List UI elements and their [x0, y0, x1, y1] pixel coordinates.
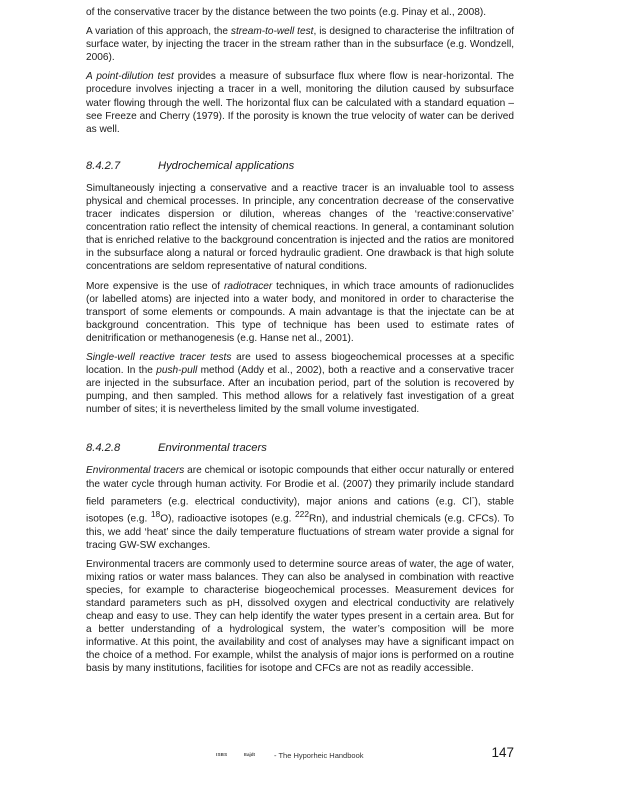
- section-title: Environmental tracers: [158, 442, 267, 455]
- paragraph-single-well: Single-well reactive tracer tests are used to assess biogeochemical processes at a specific location. In the push-pull method (Addy et al., 2002), both a reactive and a conservative tracer are injected in the subsurface. After an incubation period, part of the solution is recovered by pumping, and then sampled. This method allows for a relatively fast investigation of a great number of sites; it is nevertheless limited by the small volume investigated.: [86, 351, 514, 416]
- paragraph-continued: of the conservative tracer by the distance between the two points (e.g. Pinay et al., 2008).: [86, 7, 487, 18]
- section-heading-hydrochemical: [86, 160, 514, 172]
- paragraph-stream-to-well: A variation of this approach, the stream-to-well test, is designed to characterise the infiltration of surface water, by injecting the tracer in the stream rather than in the subsurface (e.g. Wondzell, 2006).: [86, 26, 514, 64]
- section-number: 8.4.2.7: [86, 159, 121, 172]
- section-heading-environmental: [86, 442, 514, 454]
- paragraph-point-dilution: A point-dilution test provides a measure of subsurface flux where flow is near-horizontal. The procedure involves injecting a tracer in a well, monitoring the dilution caused by subsurface water flowing through the well. The horizontal flux can be calculated with a standard equation – see Freeze and Cherry (1979). If the porosity is known the true velocity of water can be derived as well.: [86, 71, 514, 135]
- partner-logo: Eajdt: [244, 752, 256, 757]
- publisher-logo: ISBS: [216, 752, 228, 757]
- book-title: - The Hyporheic Handbook: [274, 751, 364, 760]
- paragraph-hydrochemical-intro: Simultaneously injecting a conservative and a reactive tracer is an invaluable tool to assess physical and chemical processes. In principle, any concentration decrease of the conservative tracer indicates dispersion or dilution, whereas changes of the ‘reactive:conservative’ concentration ratio reflect the intensity of chemical reactions. In general, a contaminant solution that is enriched relative to the background concentration is injected and the ratios are monitored in the subsurface along a natural or forced hydraulic gradient. One drawback is that high solute concentrations are seldom representative of natural conditions.: [86, 182, 514, 273]
- section-title: Hydrochemical applications: [158, 159, 295, 172]
- paragraph-radiotracer: More expensive is the use of radiotracer techniques, in which trace amounts of radionuclides (or labelled atoms) are injected into a water body, and monitored in order to characterise the transport of some elements or compounds. A main advantage is that the injectate can be at background concentration. This type of technique has been used to estimate rates of denitrification or methanogenesis (e.g. Hanse net al., 2001).: [86, 280, 514, 344]
- paragraph-environmental-intro: Environmental tracers are chemical or isotopic compounds that either occur naturally or entered the water cycle through human activity. For Brodie et al. (2007) they primarily include standard field parameters (e.g. electrical conductivity), major anions and cations (e.g. Cl-), stable isotopes (e.g. $^{18}$O), radioactive isotopes (e.g. $^{222}$Rn), and industrial chemicals (e.g. CFCs). To this, we add ‘heat’ since the daily temperature fluctuations of stream water provide a signal for tracing GW-SW exchanges.: [86, 465, 514, 551]
- page-footer: [86, 745, 514, 763]
- page-body: [86, 6, 514, 682]
- section-number: 8.4.2.8: [86, 442, 121, 455]
- page-number: 147: [491, 745, 514, 760]
- paragraph-environmental-uses: Environmental tracers are commonly used to determine source areas of water, the age of water, mixing ratios or water mass balances. They can also be analysed in combination with reactive species, for example to characterise biogeochemical processes. Measurement devices for standard parameters such as pH, dissolved oxygen and electrical conductivity are relatively cheap and easy to use. They can help identify the water types present in a certain area. But for a better understanding of a hydrological system, the water’s composition will be more informative. At this point, the availability and cost of analyses may have a significant impact on the choice of a method. For example, whilst the analysis of major ions is performed on a routine basis by many institutions, facilities for isotope and CFCs are not as readily accessible.: [86, 558, 514, 675]
